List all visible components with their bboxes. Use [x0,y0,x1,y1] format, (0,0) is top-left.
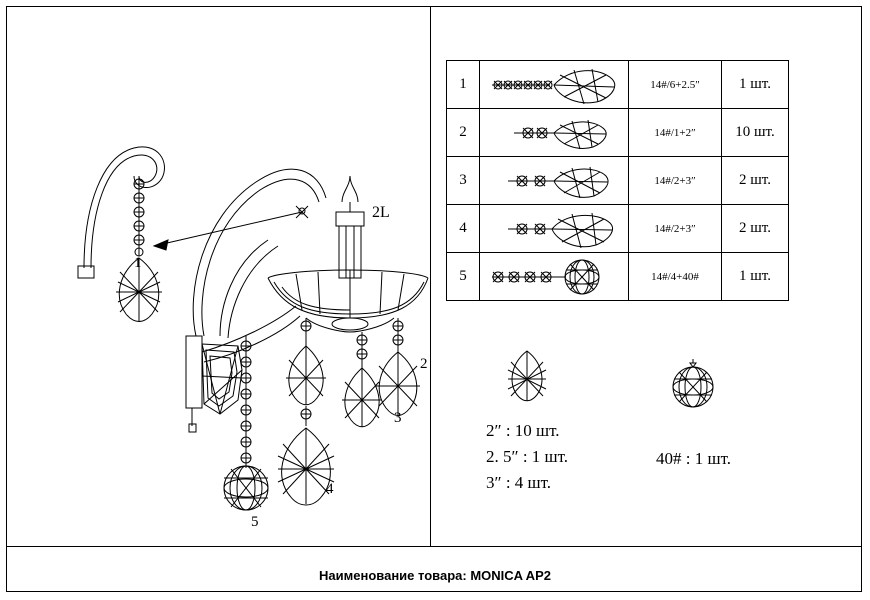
row-icon-cell [480,61,629,109]
parts-table [446,60,789,301]
row-code: 14#/6+2.5″ [629,61,722,109]
pendant-4 [278,318,334,505]
table-row [447,109,789,157]
legend-almond-image [486,345,568,410]
product-name-footer: Наименование товара: MONICA AP2 [319,568,551,583]
row-icon-cell [480,205,629,253]
row-icon-cell [480,253,629,301]
row-index: 2 [447,109,480,157]
product-line-drawing [6,6,430,546]
almond-crystal-icon [497,345,557,405]
callout-2: 2 [420,356,428,372]
ball-crystal-icon [663,355,723,415]
horizontal-divider [6,546,862,547]
row-qty: 2 шт. [722,157,789,205]
table-row [447,61,789,109]
row-code: 14#/4+40# [629,253,722,301]
row-qty: 10 шт. [722,109,789,157]
callout-leader-1 [154,206,308,250]
pendant-1 [116,176,162,322]
row-code: 14#/1+2″ [629,109,722,157]
left-scroll-arm [78,147,164,278]
candle-socket [336,176,364,278]
table-row [447,205,789,253]
row-index: 4 [447,205,480,253]
row-icon-cell [480,157,629,205]
row-index: 1 [447,61,480,109]
callout-3: 3 [394,410,402,426]
row-code: 14#/2+3″ [629,157,722,205]
legend-line: 2. 5″ : 1 шт. [486,447,569,466]
row-icon-cell [480,109,629,157]
row-index: 3 [447,157,480,205]
row-code: 14#/2+3″ [629,205,722,253]
table-row [447,253,789,301]
legend-ball-image [656,355,731,420]
pendant-2 [376,318,420,416]
chain-with-almond-pendant-icon [488,209,620,249]
row-qty: 1 шт. [722,61,789,109]
legend-almond-lines [486,418,568,496]
table-row [447,157,789,205]
pendant-3 [342,332,382,427]
callout-5: 5 [251,514,259,530]
chain-with-large-almond-pendant-icon [488,65,620,105]
callout-1: 1 [134,255,142,271]
legend-area [446,345,856,515]
legend-almond-group [486,345,568,496]
wall-lamp-drawing-svg [6,6,430,546]
lamp-count-label: 2L [372,204,390,221]
legend-line: 40# : 1 шт. [656,449,731,468]
legend-line: 2″ : 10 шт. [486,421,560,440]
legend-ball-group [656,355,731,472]
chain-with-almond-pendant-icon [488,113,620,153]
vertical-divider [430,6,431,546]
chain-with-almond-pendant-icon [488,161,620,201]
callout-4: 4 [326,481,334,497]
row-qty: 2 шт. [722,205,789,253]
row-qty: 1 шт. [722,253,789,301]
chain-with-ball-pendant-icon [488,257,620,297]
legend-ball-lines [656,446,731,472]
wall-bracket [186,336,242,432]
row-index: 5 [447,253,480,301]
legend-line: 3″ : 4 шт. [486,473,552,492]
